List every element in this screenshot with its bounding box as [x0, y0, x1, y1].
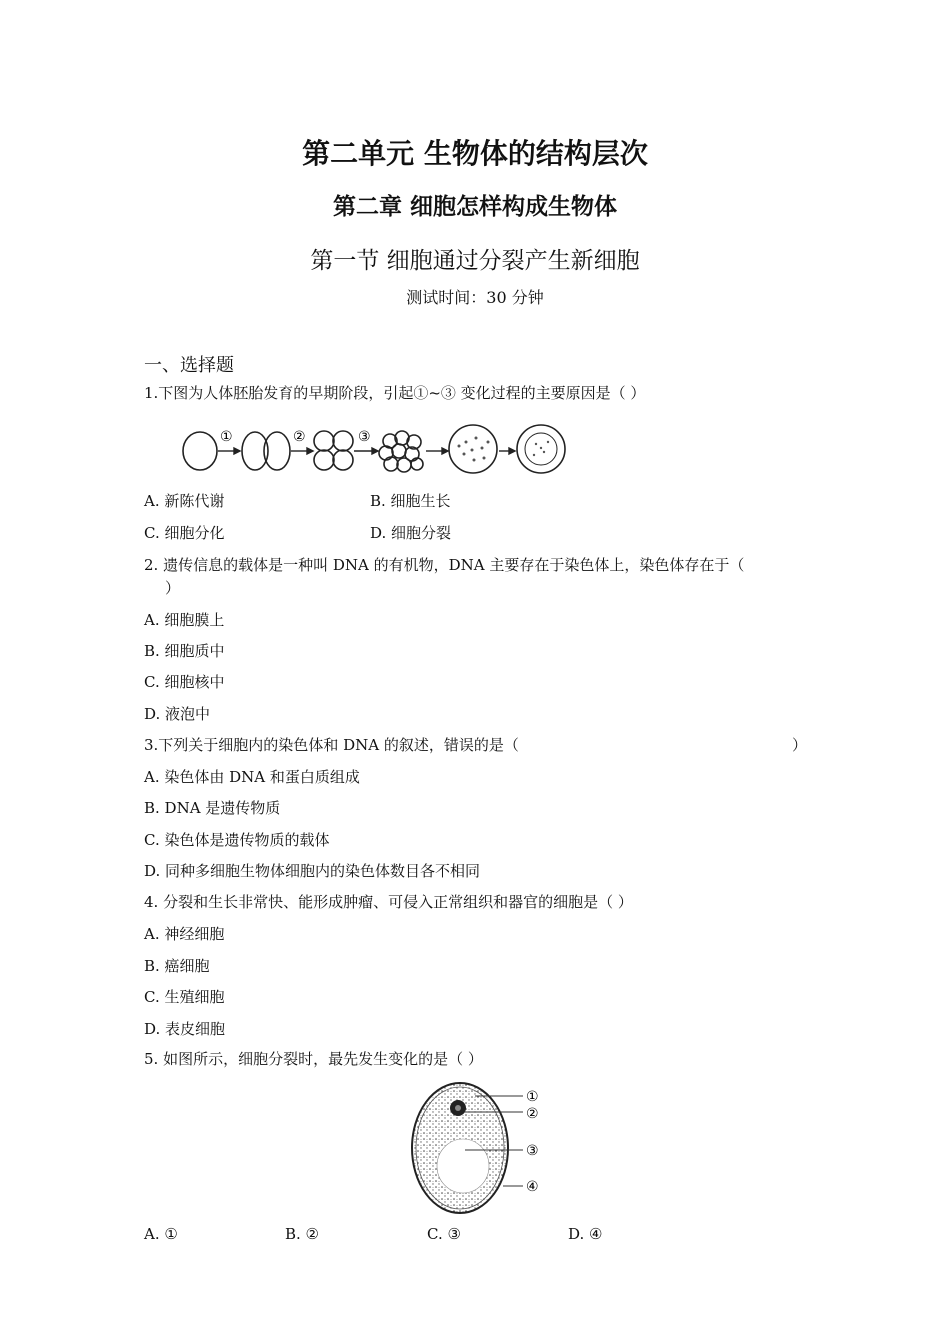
question-3-stem: 3.下列关于细胞内的染色体和 DNA 的叙述，错误的是（	[144, 736, 519, 754]
q3-option-d: D. 同种多细胞生物体细胞内的染色体数目各不相同	[144, 862, 481, 880]
chapter-title: 第二章 细胞怎样构成生物体	[332, 193, 617, 220]
q2-option-a: A. 细胞膜上	[144, 611, 225, 629]
q1-option-b: B. 细胞生长	[370, 492, 451, 510]
q4-option-a: A. 神经细胞	[144, 925, 225, 943]
q1-option-a: A. 新陈代谢	[144, 492, 225, 510]
q1-option-d: D. 细胞分裂	[370, 524, 452, 542]
q3-option-b: B. DNA 是遗传物质	[144, 799, 281, 817]
cell-diagram-figure	[405, 1078, 555, 1218]
cell-label-4: ④	[526, 1179, 539, 1195]
q5-option-c: C. ③	[427, 1225, 461, 1243]
cell-label-1: ①	[526, 1089, 539, 1105]
section-title: 第一节 细胞通过分裂产生新细胞	[310, 248, 640, 274]
q3-option-a: A. 染色体由 DNA 和蛋白质组成	[144, 768, 360, 786]
question-4-stem: 4. 分裂和生长非常快、能形成肿瘤、可侵入正常组织和器官的细胞是（ ）	[144, 893, 633, 911]
figure-label-1: ①	[220, 429, 233, 445]
q4-option-c: C. 生殖细胞	[144, 988, 225, 1006]
q2-option-c: C. 细胞核中	[144, 673, 225, 691]
q5-option-b: B. ②	[285, 1225, 320, 1243]
q5-option-a: A. ①	[144, 1225, 178, 1243]
q2-option-b: B. 细胞质中	[144, 642, 225, 660]
question-2-stem-cont: ）	[165, 579, 181, 597]
figure-label-3: ③	[358, 429, 371, 445]
q5-option-d: D. ④	[568, 1225, 603, 1243]
q4-option-d: D. 表皮细胞	[144, 1020, 226, 1038]
question-5-stem: 5. 如图所示，细胞分裂时，最先发生变化的是（ ）	[144, 1050, 483, 1068]
q1-option-c: C. 细胞分化	[144, 524, 225, 542]
unit-title: 第二单元 生物体的结构层次	[302, 137, 648, 170]
embryo-development-figure	[176, 414, 576, 476]
q4-option-b: B. 癌细胞	[144, 957, 210, 975]
cell-label-2: ②	[526, 1106, 539, 1122]
question-1-stem: 1.下图为人体胚胎发育的早期阶段，引起①~③ 变化过程的主要原因是（ ）	[144, 384, 646, 402]
question-2-stem: 2. 遗传信息的载体是一种叫 DNA 的有机物，DNA 主要存在于染色体上，染色体存在于（	[144, 556, 745, 574]
section-heading: 一、选择题	[144, 355, 234, 376]
question-3-stem-end: ）	[792, 736, 808, 754]
figure-label-2: ②	[293, 429, 306, 445]
cell-label-3: ③	[526, 1143, 539, 1159]
q2-option-d: D. 液泡中	[144, 705, 211, 723]
q3-option-c: C. 染色体是遗传物质的载体	[144, 831, 330, 849]
test-time: 测试时间：30 分钟	[406, 288, 544, 307]
